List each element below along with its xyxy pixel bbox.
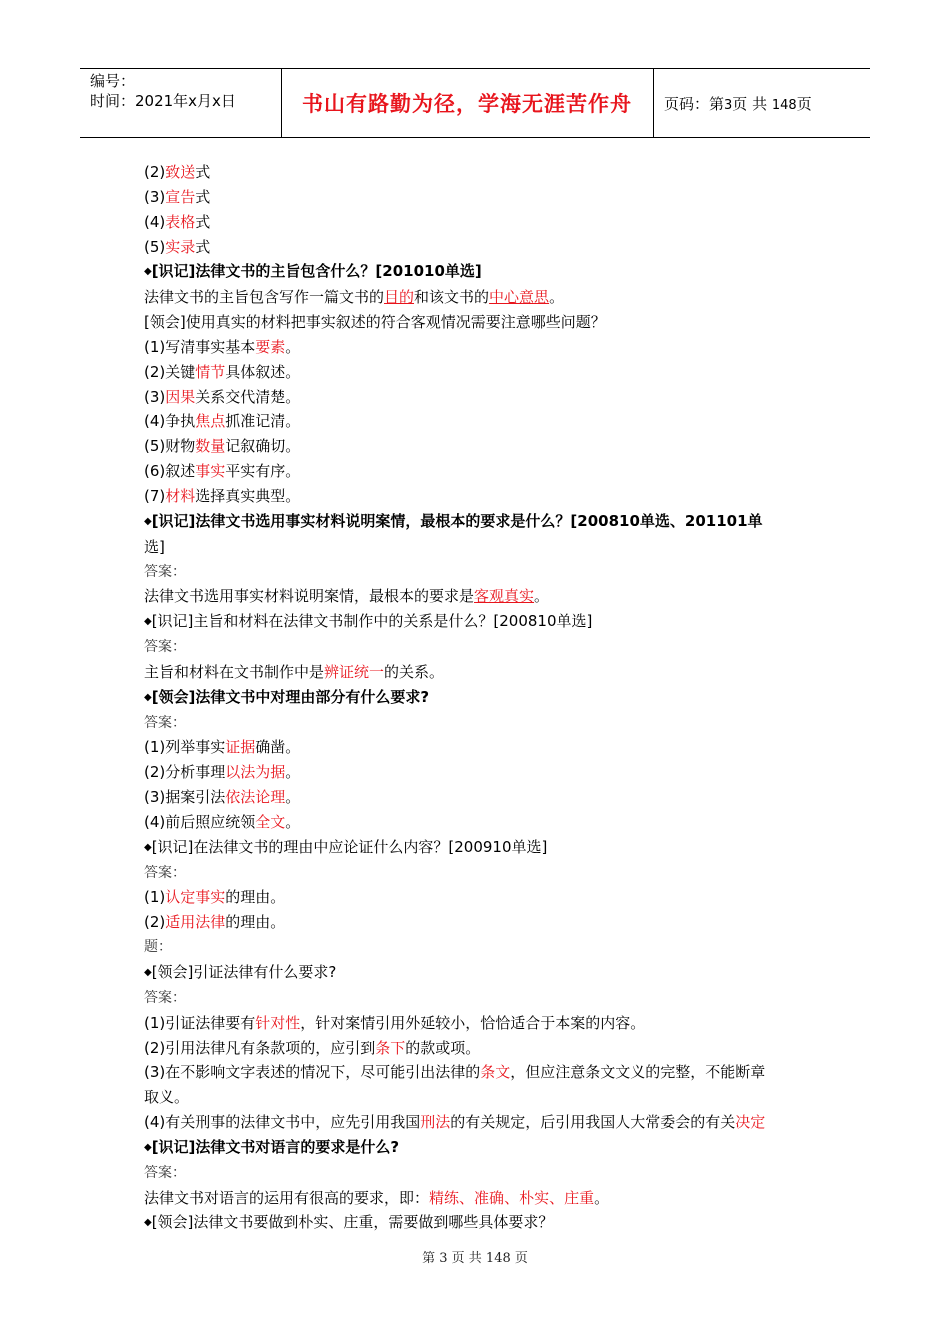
list-item: (4)争执焦点抓准记清。 [144,412,301,431]
question-heading-cont: 选] [144,537,165,556]
list-item-cont: 取义。 [144,1088,190,1107]
list-item: (5)实录式 [144,237,211,256]
page-indicator: 页码：第3页 共 148页 [664,94,812,113]
list-item: (4)前后照应统领全文。 [144,812,301,831]
list-item: (3)在不影响文字表述的情况下，尽可能引出法律的条文，但应注意条文文义的完整，不能断章 [144,1063,766,1082]
list-item: (2)适用法律的理由。 [144,913,286,932]
list-item: (4)有关刑事的法律文书中，应先引用我国刑法的有关规定，后引用我国人大常委会的有关决定 [144,1113,766,1132]
answer-label: 答案： [144,563,186,580]
bullet-icon: ◆ [144,1217,152,1229]
page-header [80,68,870,138]
list-item: (6)叙述事实平实有序。 [144,462,301,481]
time-label: 时间：2021年x月x日 [90,92,236,110]
list-item: (3)因果关系交代清楚。 [144,387,301,406]
answer-label: 答案： [144,714,186,731]
question-heading: ◆[识记]在法律文书的理由中应论证什么内容？[200910单选] [144,837,548,856]
list-item: (1)列举事实证据确凿。 [144,738,301,757]
list-item: (5)财物数量记叙确切。 [144,437,301,456]
answer-label: 答案： [144,864,186,881]
page-footer: 第 3 页 共 148 页 [422,1251,528,1266]
list-item: (2)分析事理以法为据。 [144,763,301,782]
answer-label: 答案： [144,639,186,656]
answer-text: 主旨和材料在文书制作中是辨证统一的关系。 [144,662,445,681]
answer-text: 法律文书选用事实材料说明案情，最根本的要求是客观真实。 [144,587,550,606]
question-heading: ◆[领会]引证法律有什么要求? [144,963,337,981]
list-item: (3)宣告式 [144,187,211,206]
document-body [144,160,814,1236]
number-label: 编号： [90,72,136,90]
bullet-icon: ◆ [144,967,152,978]
list-item: (3)据案引法依法论理。 [144,788,301,807]
question-heading: ◆[领会]法律文书要做到朴实、庄重，需要做到哪些具体要求？ [144,1213,554,1232]
motto: 书山有路勤为径，学海无涯苦作舟 [302,91,632,116]
header-page-cell [654,69,870,137]
question-heading: [领会]使用真实的材料把事实叙述的符合客观情况需要注意哪些问题？ [144,313,606,332]
list-item: (1)认定事实的理由。 [144,888,286,907]
list-item: (7)材料选择真实典型。 [144,486,301,505]
bullet-icon: ◆ [144,515,152,527]
answer-label: 答案： [144,1164,186,1181]
list-item: (1)写清事实基本要素。 [144,337,301,356]
header-meta [80,69,282,137]
list-item: (2)引用法律凡有条款项的，应引到条下的款或项。 [144,1038,481,1057]
list-item: (4)表格式 [144,212,211,231]
question-heading: ◆[识记]法律文书的主旨包含什么？[201010单选] [144,262,482,281]
bullet-icon: ◆ [144,691,152,703]
question-label: 题： [144,939,172,956]
list-item: (1)引证法律要有针对性，针对案情引用外延较小，恰恰适合于本案的内容。 [144,1013,646,1032]
bullet-icon: ◆ [144,841,152,853]
answer-label: 答案： [144,989,186,1006]
header-motto-cell [281,69,654,137]
bullet-icon: ◆ [144,616,152,628]
question-heading: ◆[领会]法律文书中对理由部分有什么要求? [144,687,430,706]
bullet-icon: ◆ [144,266,152,278]
question-heading: ◆[识记]法律文书对语言的要求是什么? [144,1137,400,1156]
question-heading: ◆[识记]主旨和材料在法律文书制作中的关系是什么？[200810单选] [144,612,593,631]
answer-text: 法律文书的主旨包含写作一篇文书的目的和该文书的中心意思。 [144,288,565,307]
answer-text: 法律文书对语言的运用有很高的要求，即：精练、准确、朴实、庄重。 [144,1188,610,1207]
list-item: (2)致送式 [144,163,211,181]
question-heading: ◆[识记]法律文书选用事实材料说明案情，最根本的要求是什么？[200810单选、201101单 [144,511,763,530]
bullet-icon: ◆ [144,1141,152,1153]
list-item: (2)关键情节具体叙述。 [144,362,301,381]
